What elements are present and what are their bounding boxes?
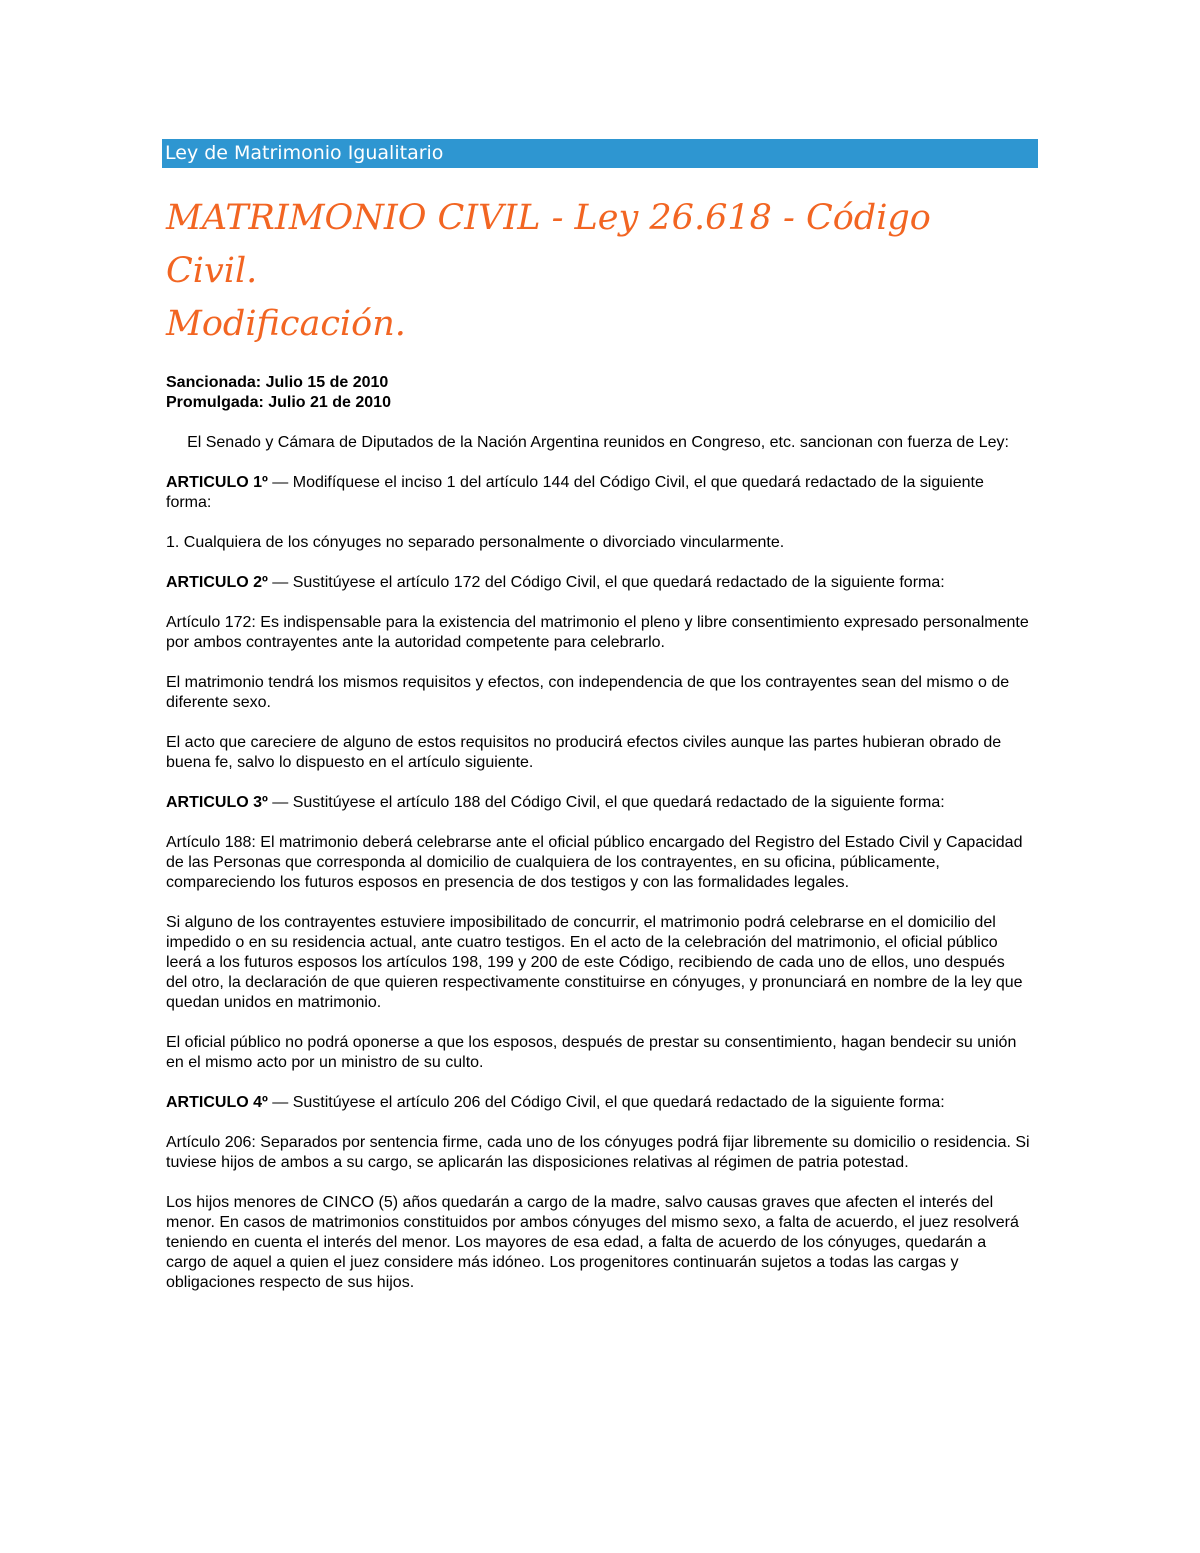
article-label: ARTICULO 4º: [166, 1094, 268, 1111]
article-paragraph: El matrimonio tendrá los mismos requisitos y efectos, con independencia de que los contrayentes sean del mismo o de diferente sexo.: [166, 674, 1010, 711]
promulgation-date: Promulgada: Julio 21 de 2010: [166, 394, 391, 411]
article-paragraph: 1. Cualquiera de los cónyuges no separado personalmente o divorciado vincularmente.: [166, 534, 785, 551]
article-2-heading: [166, 573, 1030, 593]
article-text: — Sustitúyese el artículo 172 del Código Civil, el que quedará redactado de la siguiente forma:: [267, 574, 945, 591]
article-1-heading: [166, 473, 1030, 513]
article-label: ARTICULO 2º: [166, 574, 268, 591]
enactment-clause: El Senado y Cámara de Diputados de la Nación Argentina reunidos en Congreso, etc. sancionan con fuerza de Ley:: [187, 434, 1009, 451]
article-4-heading: [166, 1093, 1030, 1113]
sanction-date: Sancionada: Julio 15 de 2010: [166, 374, 389, 391]
document-body: [166, 192, 1030, 1293]
article-text: — Sustitúyese el artículo 206 del Código Civil, el que quedará redactado de la siguiente forma:: [267, 1094, 945, 1111]
title-line-2: Modificación.: [166, 304, 406, 344]
article-text: — Sustitúyese el artículo 188 del Código Civil, el que quedará redactado de la siguiente forma:: [267, 794, 945, 811]
title-line-1: MATRIMONIO CIVIL - Ley 26.618 - Código Civil.: [166, 198, 931, 291]
article-paragraph: El oficial público no podrá oponerse a que los esposos, después de prestar su consentimiento, hagan bendecir su unión en el mismo acto por un ministro de su culto.: [166, 1034, 1017, 1071]
article-paragraph: El acto que careciere de alguno de estos requisitos no producirá efectos civiles aunque las partes hubieran obrado de buena fe, salvo lo dispuesto en el artículo siguiente.: [166, 734, 1002, 771]
article-paragraph: Si alguno de los contrayentes estuviere imposibilitado de concurrir, el matrimonio podrá celebrarse en el domicilio del impedido o en su residencia actual, ante cuatro testigos. En el acto de la celebración del matrimonio, el oficial público leerá a los futuros esposos los artículos 198, 199 y 200 de este Código, recibiendo de cada uno de ellos, uno después del otro, la declaración de que quieren respectivamente constituirse en cónyuges, y pronunciará en nombre de la ley que quedan unidos en matrimonio.: [166, 914, 1023, 1011]
law-dates: [166, 373, 1030, 413]
article-paragraph: Artículo 188: El matrimonio deberá celebrarse ante el oficial público encargado del Registro del Estado Civil y Capacidad de las Personas que corresponda al domicilio de cualquiera de los contrayentes, en su oficina, públicamente, compareciendo los futuros esposos en presencia de dos testigos y con las formalidades legales.: [166, 834, 1023, 891]
article-label: ARTICULO 1º: [166, 474, 268, 491]
page-title: [166, 192, 1030, 351]
article-paragraph: Artículo 172: Es indispensable para la existencia del matrimonio el pleno y libre consentimiento expresado personalmente por ambos contrayentes ante la autoridad competente para celebrarlo.: [166, 614, 1029, 651]
section-banner: Ley de Matrimonio Igualitario: [162, 139, 1038, 168]
article-paragraph: Los hijos menores de CINCO (5) años quedarán a cargo de la madre, salvo causas graves que afecten el interés del menor. En casos de matrimonios constituidos por ambos cónyuges del mismo sexo, a falta de acuerdo, el juez resolverá teniendo en cuenta el interés del menor. Los mayores de esa edad, a falta de acuerdo de los cónyuges, quedarán a cargo de aquel a quien el juez considere más idóneo. Los progenitores continuarán sujetos a todas las cargas y obligaciones respecto de sus hijos.: [166, 1194, 1019, 1291]
article-paragraph: Artículo 206: Separados por sentencia firme, cada uno de los cónyuges podrá fijar libremente su domicilio o residencia. Si tuviese hijos de ambos a su cargo, se aplicarán las disposiciones relativas al régimen de patria potestad.: [166, 1134, 1030, 1171]
article-text: — Modifíquese el inciso 1 del artículo 144 del Código Civil, el que quedará redactado de la siguiente forma:: [166, 474, 984, 511]
article-label: ARTICULO 3º: [166, 794, 268, 811]
article-3-heading: [166, 793, 1030, 813]
